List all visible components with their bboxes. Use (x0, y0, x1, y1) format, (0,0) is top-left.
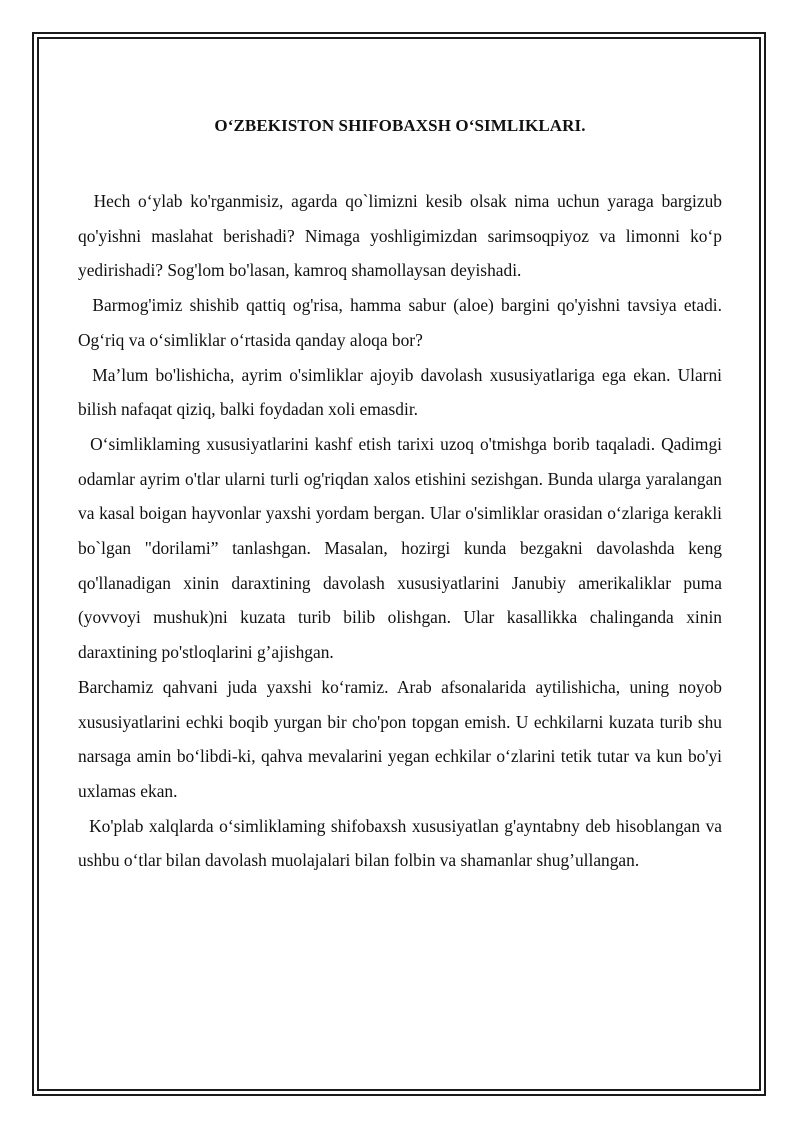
paragraph-2: Barmog'imiz shishib qattiq og'risa, hamma sabur (aloe) bargini qo'yishni tavsiya etadi. Og‘riq va o‘simliklar o‘rtasida qanday aloqa bor? (78, 295, 727, 350)
document-body (78, 184, 727, 878)
paragraph-6: Ko'plab xalqlarda o‘simliklaming shifobaxsh xususiyatlan g'ayntabny deb hisoblangan va ushbu o‘tlar bilan davolash muolajalari bilan folbin va shamanlar shug’ullangan. (78, 815, 727, 871)
paragraph-4: O‘simliklaming xususiyatlarini kashf etish tarixi uzoq o'tmishga borib taqaladi. Qadimgi odamlar ayrim o'tlar ularni turli og'riqdan xalos etishini sezishgan. Bunda ularga yaralangan va kasal boigan hayvonlar yaxshi yordam bergan. Ular o'simliklar orasidan o‘zlariga kerakli bo`lgan "dorilami” tanlashgan. Masalan, hozirgi kunda bezgakni davolashda keng qo'llanadigan xinin daraxtining davolash xususiyatlarini Janubiy amerikaliklar puma (yovvoyi mushuk)ni kuzata turib bilib olishgan. Ular kasallikka chalinganda xinin daraxtining po'stloqlarini g’ajishgan. (78, 433, 727, 663)
paragraph-5: Barchamiz qahvani juda yaxshi ko‘ramiz. Arab afsonalarida aytilishicha, uning noyob xususiyatlarini echki boqib yurgan bir cho'pon topgan emish. U echkilarni kuzata turib shu narsaga amin bo‘libdi-ki, qahva mevalarini yegan echkilar o‘zlarini tetik tutar va kun bo'yi uxlamas ekan. (78, 676, 727, 801)
paragraph-3: Ma’lum bo'lishicha, ayrim o'simliklar ajoyib davolash xususiyatlariga ega ekan. Ularni bilish nafaqat qiziq, balki foydadan xoli emasdir. (78, 364, 727, 420)
document-title: O‘ZBEKISTON SHIFOBAXSH O‘SIMLIKLARI. (214, 116, 586, 135)
paragraph-1: Hech o‘ylab ko'rganmisiz, agarda qo`limizni kesib olsak nima uchun yaraga bargizub qo'yishni maslahat berishadi? Nimaga yoshligimizdan sarimsoqpiyoz va limonni ko‘p yedirishadi? Sog'lom bo'lasan, kamroq shamollaysan deyishadi. (78, 191, 727, 281)
